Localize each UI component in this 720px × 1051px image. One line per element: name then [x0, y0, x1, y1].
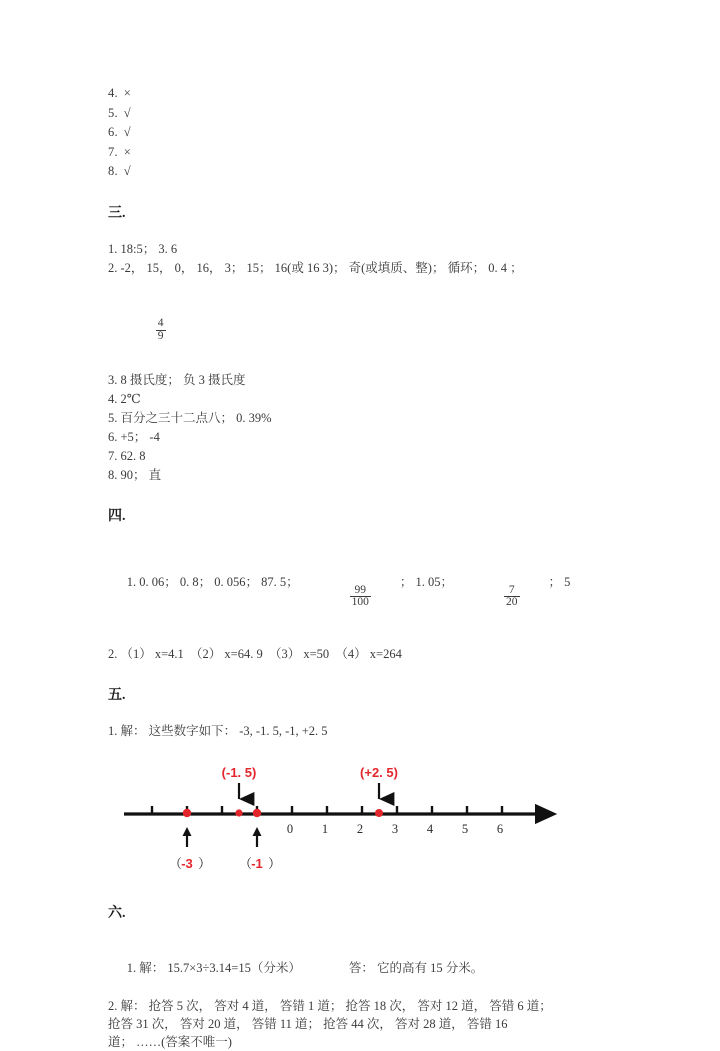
answer-line: 6. +5； -4 — [108, 430, 160, 445]
item-mark: √ — [123, 105, 131, 120]
fraction-four-ninths — [134, 288, 628, 362]
answer-line: 4. 2℃ — [108, 392, 141, 407]
answer-line — [108, 940, 628, 997]
paren-close: ） — [198, 856, 212, 871]
spacer — [108, 527, 628, 543]
fraction — [350, 585, 371, 609]
fraction-denominator: 100 — [351, 596, 369, 609]
answer-line: 抢答 31 次， 答对 20 道， 答错 11 道； 抢答 44 次， 答对 28 道， 答错 16 — [108, 1017, 508, 1031]
section-heading-four: 四. — [108, 509, 126, 525]
point-minus-3 — [183, 809, 191, 817]
tick-label-0: 0 — [286, 822, 294, 836]
answer-line: 道； ……(答案不唯一) — [108, 1035, 232, 1049]
item-mark: √ — [123, 164, 131, 178]
fraction-denominator: 9 — [157, 329, 164, 342]
label-minus-1-5: (-1. 5) — [221, 765, 257, 780]
item-number: 6. — [108, 125, 118, 139]
number-line-figure — [108, 757, 628, 882]
label-plus-2-5: (+2. 5) — [360, 765, 398, 780]
answer-line: 2. 解： 抢答 5 次， 答对 4 道， 答错 1 道； 抢答 18 次， 答对 12 道， 答错 6 道； — [108, 999, 552, 1013]
answer-line-with-fractions — [108, 543, 628, 635]
spacer — [108, 485, 628, 507]
down-arrow-group — [239, 783, 379, 799]
tick-label-group — [287, 822, 503, 836]
up-arrow-group — [183, 827, 262, 847]
point-plus-2-5 — [375, 809, 383, 817]
spacer — [108, 924, 628, 940]
tick-label-5: 5 — [461, 822, 469, 836]
tick-label-3: 3 — [391, 822, 399, 836]
paren-close: ） — [268, 856, 282, 871]
answer-text: ； 1. 05； — [399, 575, 454, 590]
spacer — [108, 882, 628, 904]
tick-label-6: 6 — [496, 822, 504, 836]
answer-line: 2. -2， 15， 0， 16， 3； 15； 16(或 16 3)； 奇(或填质、整)； 循环； 0. 4 ； — [108, 260, 523, 275]
item-number: 7. — [108, 144, 118, 159]
judge-answer-list — [108, 84, 628, 182]
fraction-numerator: 7 — [508, 583, 515, 596]
fraction — [504, 585, 520, 609]
section-heading-six: 六. — [108, 906, 126, 921]
point-minus-1-5 — [235, 809, 242, 816]
section-heading-five: 五. — [108, 688, 126, 703]
spacer — [108, 635, 628, 645]
spacer — [108, 182, 628, 204]
spacer — [108, 361, 628, 371]
below-label-minus-3 — [169, 856, 211, 871]
number-line-svg — [108, 757, 628, 882]
tick-label-2: 2 — [356, 822, 364, 836]
list-item — [108, 123, 628, 143]
spacer — [108, 224, 628, 240]
list-item — [108, 162, 628, 182]
answer-text-right: 答： 它的高有 15 分米。 — [348, 961, 484, 975]
item-mark: × — [123, 144, 132, 159]
fraction — [156, 318, 166, 342]
answer-text-left: 1. 解： 15.7×3÷3.14=15（分米） — [126, 961, 301, 975]
answer-line: 1. 解： 这些数字如下： -3, -1. 5, -1, +2. 5 — [108, 724, 328, 738]
answer-line: 2. （1） x=4.1 （2） x=64. 9 （3） x=50 （4） x=264 — [108, 647, 402, 661]
answer-line: 8. 90； 直 — [108, 468, 162, 483]
answer-text: ； 5 — [548, 575, 571, 590]
answer-text: 1. 0. 06； 0. 8； 0. 056； 87. 5； — [126, 575, 299, 590]
below-label-minus-1 — [239, 856, 281, 871]
fraction-numerator: 99 — [354, 583, 367, 596]
spacer — [108, 664, 628, 686]
spacer — [108, 741, 628, 757]
spacer — [108, 278, 628, 288]
arrow-head-minus-3 — [183, 827, 192, 836]
fraction-numerator: 4 — [157, 316, 164, 329]
paren-open: （ — [239, 856, 253, 871]
paren-open: （ — [169, 856, 183, 871]
item-number: 8. — [108, 164, 118, 178]
item-number: 4. — [108, 86, 118, 100]
answer-line: 7. 62. 8 — [108, 449, 146, 464]
tick-label-4: 4 — [426, 822, 434, 836]
label-minus-1: -1 — [251, 856, 263, 871]
document-content — [108, 84, 628, 1051]
tick-label-1: 1 — [321, 822, 329, 836]
point-minus-1 — [253, 809, 261, 817]
spacer — [108, 706, 628, 722]
item-mark: × — [123, 86, 132, 100]
answer-line: 5. 百分之三十二点八； 0. 39% — [108, 411, 272, 426]
list-item — [108, 84, 628, 104]
answer-line: 1. 18:5； 3. 6 — [108, 241, 178, 256]
label-minus-3: -3 — [181, 856, 193, 871]
item-mark: √ — [123, 125, 131, 139]
arrow-head-minus-1 — [253, 827, 262, 836]
fraction-denominator: 20 — [506, 596, 518, 609]
section-heading-three: 三. — [108, 205, 126, 221]
item-number: 5. — [108, 105, 118, 120]
list-item — [108, 104, 628, 124]
answer-line: 3. 8 摄氏度； 负 3 摄氏度 — [108, 373, 246, 388]
list-item — [108, 143, 628, 163]
